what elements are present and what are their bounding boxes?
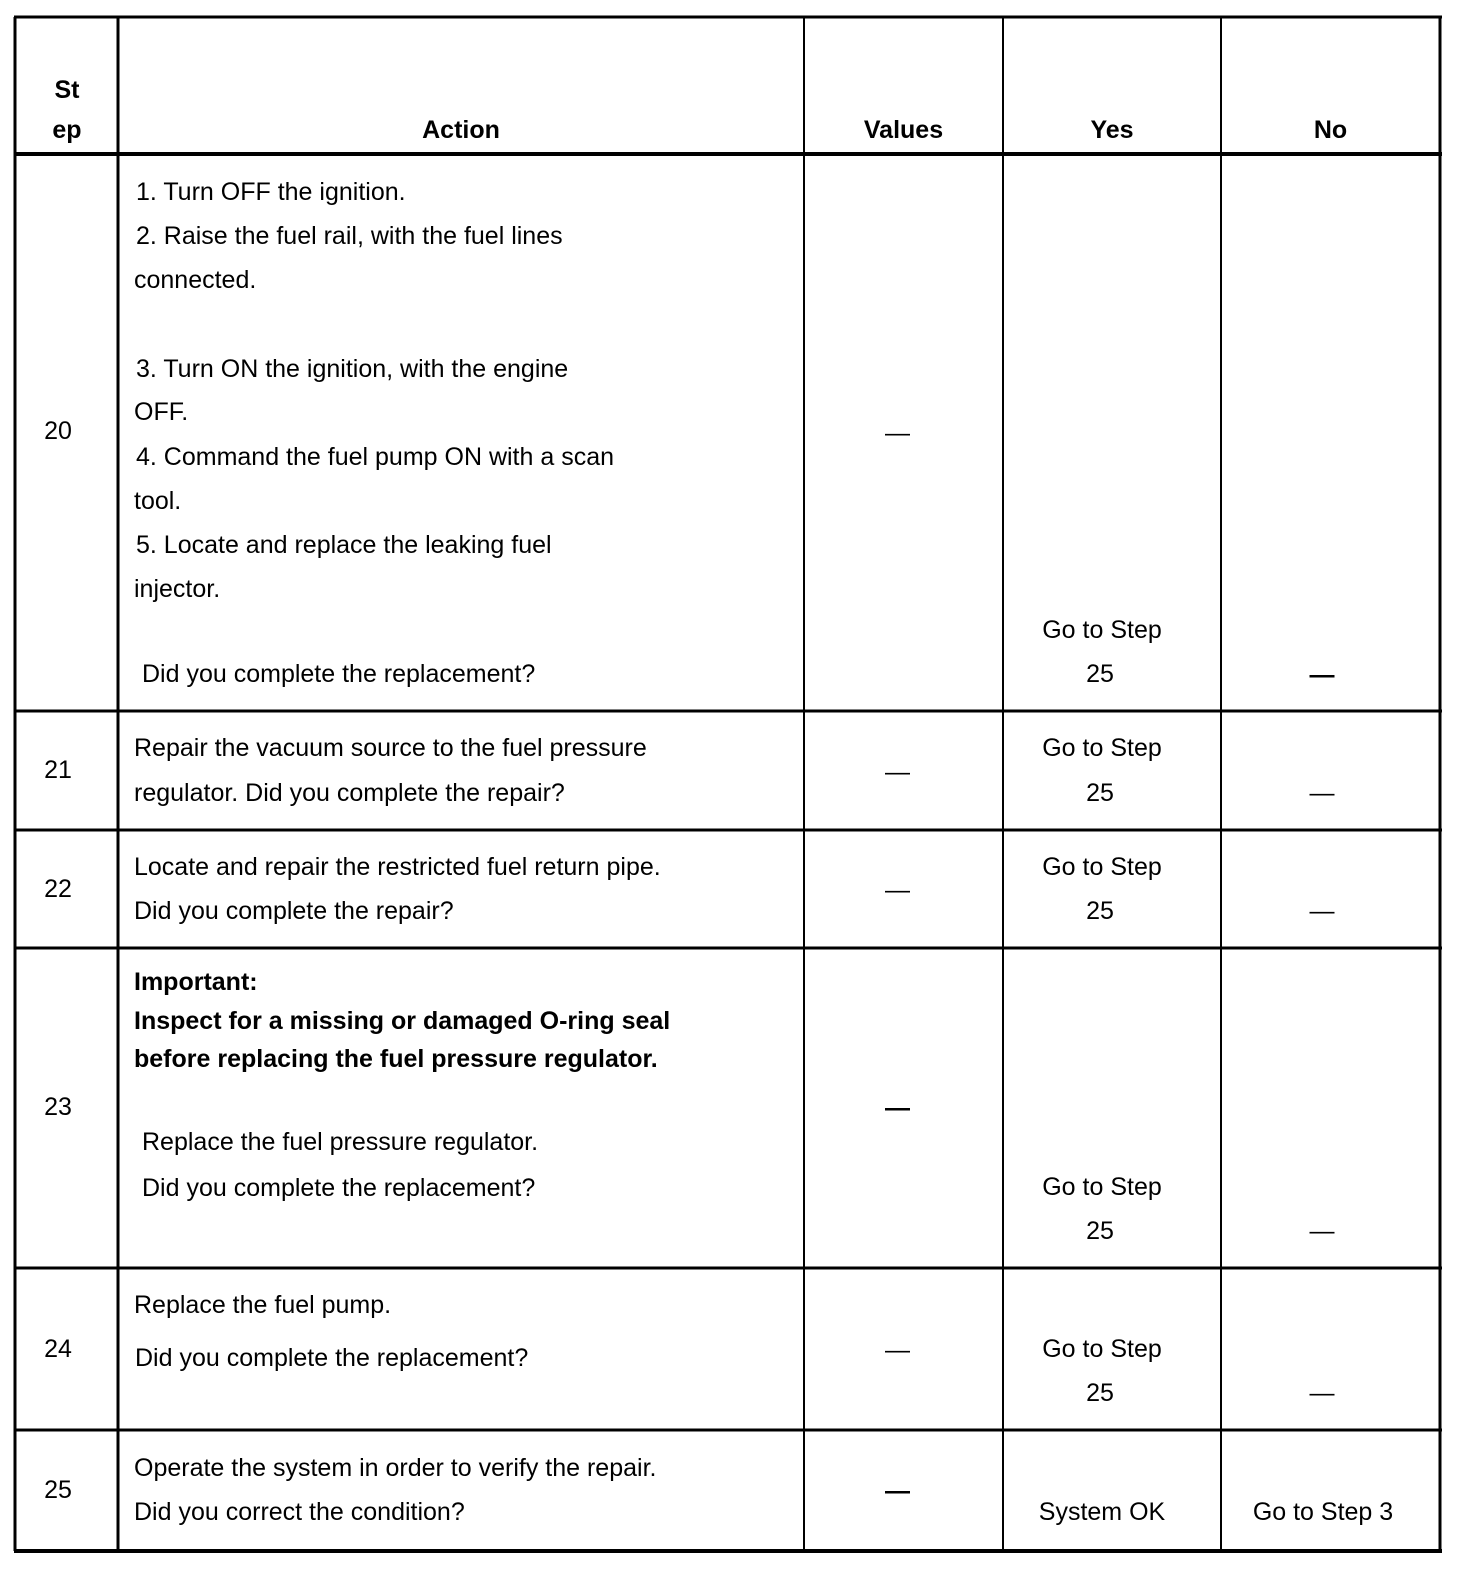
no-dash: —: [1309, 779, 1335, 807]
action-question: Did you complete the replacement?: [142, 660, 536, 688]
important-note: Inspect for a missing or damaged O-ring seal: [134, 1007, 671, 1035]
no-dash: —: [1309, 1379, 1335, 1407]
yes-step: 25: [1086, 1217, 1114, 1245]
yes-system-ok: System OK: [1038, 1498, 1166, 1526]
yes-goto: Go to Step: [1042, 616, 1162, 644]
header-no: No: [1313, 116, 1348, 144]
header-values: Values: [863, 116, 944, 144]
step-number: 22: [44, 875, 72, 903]
action-line: Repair the vacuum source to the fuel pressure: [134, 734, 647, 762]
yes-step: 25: [1086, 660, 1114, 688]
yes-step: 25: [1086, 1379, 1114, 1407]
action-line: OFF.: [134, 398, 189, 426]
action-line: Did you complete the repair?: [134, 897, 454, 925]
step-number: 20: [44, 417, 72, 445]
yes-goto: Go to Step: [1042, 1335, 1162, 1363]
yes-goto: Go to Step: [1042, 734, 1162, 762]
header-step-line1: St: [54, 76, 80, 104]
action-line: 5. Locate and replace the leaking fuel: [136, 531, 552, 559]
action-line: Replace the fuel pressure regulator.: [142, 1128, 539, 1156]
action-line: Operate the system in order to verify the repair.: [134, 1454, 657, 1482]
no-dash: —: [1309, 661, 1335, 689]
action-line: 3. Turn ON the ignition, with the engine: [136, 355, 569, 383]
values-dash: —: [885, 758, 910, 786]
action-line: Locate and repair the restricted fuel return pipe.: [134, 853, 661, 881]
action-question: Did you complete the replacement?: [142, 1174, 536, 1202]
no-goto-step: Go to Step 3: [1252, 1498, 1394, 1526]
step-number: 21: [44, 756, 72, 784]
important-note: Important:: [134, 968, 258, 996]
step-number: 23: [44, 1093, 72, 1121]
values-dash: —: [885, 876, 910, 904]
action-line: 1. Turn OFF the ignition.: [136, 178, 406, 206]
values-dash: —: [885, 1094, 910, 1122]
yes-goto: Go to Step: [1042, 1173, 1162, 1201]
no-dash: —: [1309, 897, 1335, 925]
no-dash: —: [1309, 1217, 1335, 1245]
action-line: regulator. Did you complete the repair?: [134, 779, 565, 807]
header-action: Action: [422, 116, 500, 144]
important-note: before replacing the fuel pressure regulator.: [134, 1045, 658, 1073]
action-line: injector.: [134, 575, 221, 603]
values-dash: —: [885, 419, 910, 447]
yes-goto: Go to Step: [1042, 853, 1162, 881]
action-line: 4. Command the fuel pump ON with a scan: [136, 443, 615, 471]
values-dash: —: [885, 1477, 910, 1505]
values-dash: —: [885, 1336, 910, 1364]
action-line: Replace the fuel pump.: [134, 1291, 392, 1319]
header-yes: Yes: [1090, 116, 1134, 144]
action-question: Did you complete the replacement?: [135, 1344, 529, 1372]
action-line: 2. Raise the fuel rail, with the fuel lines: [136, 222, 563, 250]
yes-step: 25: [1086, 897, 1114, 925]
action-line: tool.: [134, 487, 182, 515]
action-line: connected.: [134, 266, 257, 294]
step-number: 25: [44, 1476, 72, 1504]
header-step-line2: ep: [52, 116, 82, 144]
step-number: 24: [44, 1335, 72, 1363]
yes-step: 25: [1086, 779, 1114, 807]
action-question: Did you correct the condition?: [134, 1498, 465, 1526]
